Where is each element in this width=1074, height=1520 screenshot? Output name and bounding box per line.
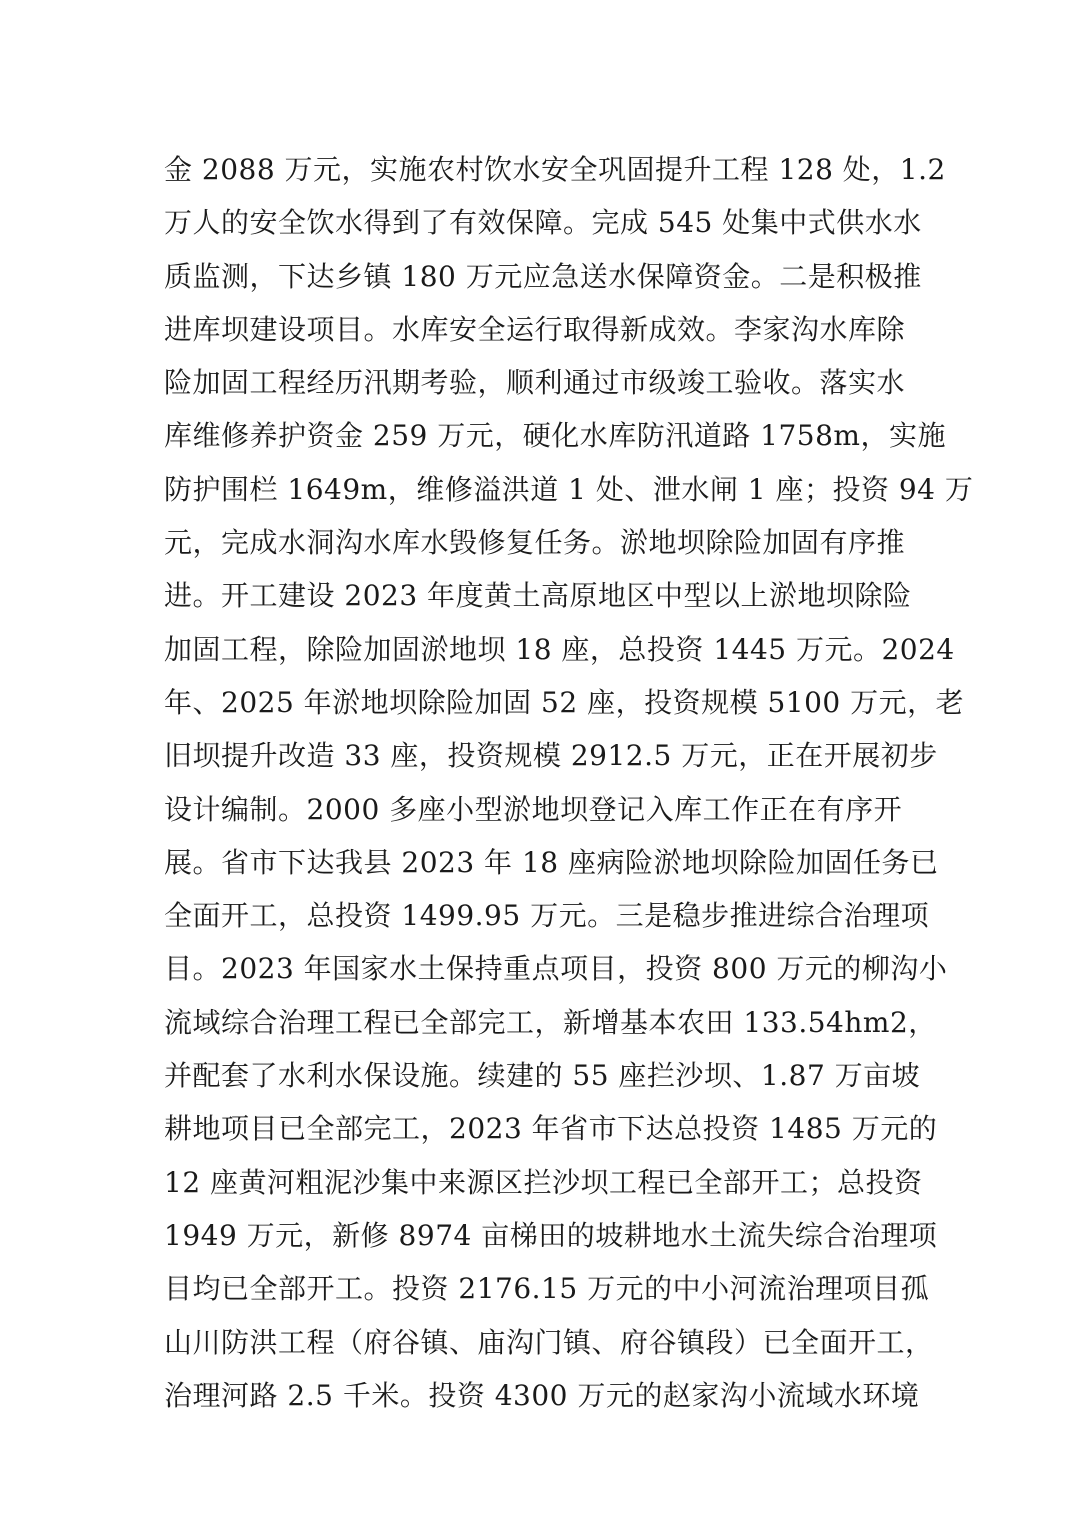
text-line: 库维修养护资金 259 万元，硬化水库防汛道路 1758m，实施	[164, 419, 946, 453]
text-line: 万人的安全饮水得到了有效保障。完成 545 处集中式供水水	[164, 206, 922, 240]
text-line: 金 2088 万元，实施农村饮水安全巩固提升工程 128 处，1.2	[164, 153, 946, 186]
text-line: 旧坝提升改造 33 座，投资规模 2912.5 万元，正在开展初步	[164, 739, 938, 773]
text-line: 治理河路 2.5 千米。投资 4300 万元的赵家沟小流域水环境	[164, 1378, 920, 1412]
text-line: 进。开工建设 2023 年度黄土高原地区中型以上淤地坝除险	[164, 579, 912, 613]
text-line: 元，完成水洞沟水库水毁修复任务。淤地坝除险加固有序推	[164, 526, 906, 560]
text-line: 1949 万元，新修 8974 亩梯田的坡耕地水土流失综合治理项	[164, 1218, 938, 1252]
text-line: 展。省市下达我县 2023 年 18 座病险淤地坝除险加固任务已	[164, 845, 939, 879]
text-line: 全面开工，总投资 1499.95 万元。三是稳步推进综合治理项	[164, 899, 930, 933]
text-line: 山川防洪工程（府谷镇、庙沟门镇、府谷镇段）已全面开工，	[164, 1325, 934, 1359]
text-line: 耕地项目已全部完工，2023 年省市下达总投资 1485 万元的	[164, 1112, 938, 1146]
body-paragraph	[164, 143, 974, 1422]
text-line: 年、2025 年淤地坝除险加固 52 座，投资规模 5100 万元，老	[164, 685, 965, 719]
text-line: 险加固工程经历汛期考验，顺利通过市级竣工验收。落实水	[164, 366, 906, 400]
text-line: 质监测，下达乡镇 180 万元应急送水保障资金。二是积极推	[164, 259, 922, 293]
text-line: 目均已全部开工。投资 2176.15 万元的中小河流治理项目孤	[164, 1272, 930, 1306]
text-line: 进库坝建设项目。水库安全运行取得新成效。李家沟水库除	[164, 312, 906, 346]
text-line: 并配套了水利水保设施。续建的 55 座拦沙坝、1.87 万亩坡	[164, 1059, 921, 1093]
text-line: 12 座黄河粗泥沙集中来源区拦沙坝工程已全部开工；总投资	[164, 1165, 923, 1199]
text-line: 目。2023 年国家水土保持重点项目，投资 800 万元的柳沟小	[164, 952, 948, 986]
text-line: 流域综合治理工程已全部完工，新增基本农田 133.54hm2，	[164, 1005, 937, 1039]
text-line: 设计编制。2000 多座小型淤地坝登记入库工作正在有序开	[164, 792, 903, 826]
text-line: 加固工程，除险加固淤地坝 18 座，总投资 1445 万元。2024	[164, 632, 955, 666]
text-line: 防护围栏 1649m，维修溢洪道 1 处、泄水闸 1 座；投资 94 万	[164, 472, 974, 506]
